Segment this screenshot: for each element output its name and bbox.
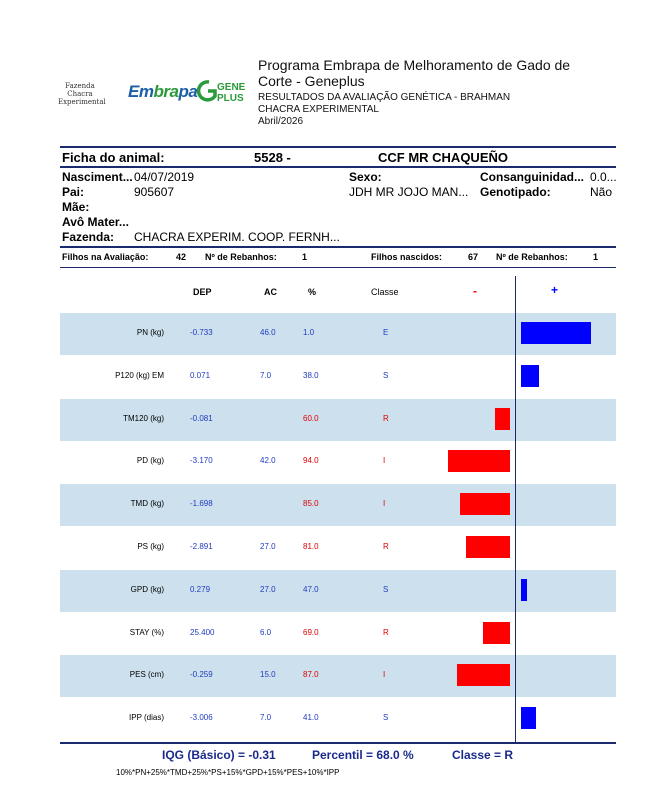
trait-row bbox=[60, 399, 616, 441]
rebanhos2-label: Nº de Rebanhos: bbox=[496, 252, 568, 262]
trait-row bbox=[60, 655, 616, 697]
filhos-nasc-label: Filhos nascidos: bbox=[371, 252, 443, 262]
trait-pct: 87.0 bbox=[303, 670, 319, 680]
trait-row bbox=[60, 527, 616, 569]
iqg-formula: 10%*PN+25%*TMD+25%*PS+15%*GPD+15%*PES+10%*IPP bbox=[116, 768, 340, 777]
trait-name: IPP (dias) bbox=[129, 713, 164, 723]
zero-line bbox=[515, 276, 516, 742]
filhos-aval-value: 42 bbox=[176, 252, 187, 262]
trait-classe: S bbox=[383, 713, 389, 723]
trait-row bbox=[60, 698, 616, 740]
negative-bar bbox=[460, 493, 510, 515]
trait-pct: 81.0 bbox=[303, 542, 319, 551]
report-subtitle: RESULTADOS DA AVALIAÇÃO GENÉTICA - BRAHMAN bbox=[258, 92, 511, 103]
trait-dep: -0.259 bbox=[190, 670, 213, 680]
trait-dep: -0.733 bbox=[190, 328, 213, 337]
gene-text: GENE bbox=[217, 82, 246, 93]
farm-subtitle: CHACRA EXPERIMENTAL bbox=[258, 104, 379, 115]
geneplus-logo bbox=[197, 78, 247, 106]
pai-name-value: JDH MR JOJO MAN... bbox=[349, 185, 469, 199]
rebanhos1-value: 1 bbox=[302, 252, 308, 262]
embrapa-logo: Embrapa bbox=[128, 82, 198, 101]
genotipado-value: Não bbox=[590, 185, 613, 199]
program-title: Programa Embrapa de Melhoramento de Gado de Corte - Geneplus bbox=[258, 57, 571, 89]
animal-id: 5528 - bbox=[254, 150, 291, 165]
trait-classe: R bbox=[383, 413, 389, 423]
trait-ac: 15.0 bbox=[260, 670, 276, 680]
trait-pct: 85.0 bbox=[303, 499, 319, 509]
nascimento-label: Nasciment... bbox=[62, 170, 133, 184]
col-dep: DEP bbox=[193, 287, 212, 297]
trait-dep: 0.071 bbox=[190, 370, 211, 380]
trait-pct: 41.0 bbox=[303, 713, 319, 723]
trait-ac: 42.0 bbox=[260, 456, 276, 466]
trait-classe: R bbox=[383, 627, 389, 637]
animal-name: CCF MR CHAQUEÑO bbox=[378, 150, 508, 165]
trait-row bbox=[60, 441, 616, 483]
negative-bar bbox=[483, 622, 510, 644]
col-minus: - bbox=[473, 284, 477, 298]
col-classe: Classe bbox=[371, 287, 399, 297]
trait-classe: E bbox=[383, 328, 389, 337]
trait-pct: 94.0 bbox=[303, 456, 319, 466]
trait-classe: I bbox=[383, 670, 386, 680]
consang-label: Consanguinidad... bbox=[480, 170, 584, 184]
trait-dep: -3.006 bbox=[190, 713, 213, 723]
trait-name: TMD (kg) bbox=[130, 499, 164, 509]
fazenda-logo-line: Experimental bbox=[58, 98, 106, 106]
positive-bar bbox=[521, 579, 527, 601]
trait-pct: 69.0 bbox=[303, 627, 319, 637]
trait-ac: 7.0 bbox=[260, 370, 272, 380]
trait-name: PES (cm) bbox=[129, 670, 164, 680]
rule bbox=[60, 146, 616, 148]
trait-classe: S bbox=[383, 584, 389, 594]
trait-dep: -3.170 bbox=[190, 456, 213, 466]
negative-bar bbox=[448, 450, 510, 472]
trait-name: P120 (kg) EM bbox=[115, 370, 164, 380]
trait-row bbox=[60, 484, 616, 526]
positive-bar bbox=[521, 365, 539, 387]
consang-value: 0.0... bbox=[590, 170, 617, 184]
trait-name: PS (kg) bbox=[137, 542, 164, 551]
plus-text: PLUS bbox=[217, 93, 244, 104]
trait-name: STAY (%) bbox=[129, 627, 164, 637]
trait-ac: 6.0 bbox=[260, 627, 272, 637]
geneplus-icon bbox=[197, 78, 247, 106]
trait-classe: I bbox=[383, 456, 386, 466]
trait-ac: 7.0 bbox=[260, 713, 272, 723]
trait-pct: 38.0 bbox=[303, 370, 319, 380]
fazenda-logo bbox=[58, 82, 106, 106]
rebanhos1-label: Nº de Rebanhos: bbox=[205, 252, 277, 262]
mae-label: Mãe: bbox=[62, 200, 90, 214]
positive-bar bbox=[521, 322, 591, 344]
trait-ac: 27.0 bbox=[260, 542, 276, 551]
rule bbox=[60, 742, 616, 744]
filhos-nasc-value: 67 bbox=[468, 252, 479, 262]
genotipado-label: Genotipado: bbox=[480, 185, 551, 199]
trait-row bbox=[60, 613, 616, 655]
rule bbox=[60, 267, 616, 268]
sexo-label: Sexo: bbox=[349, 170, 382, 184]
trait-dep: -2.891 bbox=[190, 542, 213, 551]
trait-row bbox=[60, 313, 616, 355]
ficha-label: Ficha do animal: bbox=[62, 150, 165, 165]
col-plus: + bbox=[551, 283, 559, 297]
fazenda-label: Fazenda: bbox=[62, 230, 115, 244]
trait-row bbox=[60, 570, 616, 612]
trait-pct: 47.0 bbox=[303, 584, 319, 594]
date-subtitle: Abril/2026 bbox=[258, 116, 304, 127]
classe-value: Classe = R bbox=[452, 748, 514, 762]
col-ac: AC bbox=[264, 287, 277, 297]
trait-name: TM120 (kg) bbox=[123, 413, 164, 423]
trait-pct: 1.0 bbox=[303, 328, 315, 337]
negative-bar bbox=[457, 664, 510, 686]
rebanhos2-value: 1 bbox=[593, 252, 599, 262]
trait-dep: -0.081 bbox=[190, 413, 213, 423]
trait-dep: 25.400 bbox=[190, 627, 215, 637]
trait-classe: I bbox=[383, 499, 386, 509]
negative-bar bbox=[466, 536, 510, 558]
fazenda-logo-line: Fazenda bbox=[65, 82, 95, 90]
pai-label: Pai: bbox=[62, 185, 85, 199]
rule bbox=[60, 166, 616, 168]
negative-bar bbox=[495, 408, 510, 430]
positive-bar bbox=[521, 707, 536, 729]
fazenda-logo-line: Chacra bbox=[67, 90, 93, 98]
percentil-value: Percentil = 68.0 % bbox=[312, 748, 414, 762]
trait-name: GPD (kg) bbox=[130, 584, 164, 594]
trait-classe: S bbox=[383, 370, 389, 380]
filhos-aval-label: Filhos na Avaliação: bbox=[62, 252, 149, 262]
trait-classe: R bbox=[383, 542, 389, 551]
avo-label: Avô Mater... bbox=[62, 215, 129, 229]
iqg-value: IQG (Básico) = -0.31 bbox=[162, 748, 276, 762]
pai-value: 905607 bbox=[134, 185, 175, 199]
nascimento-value: 04/07/2019 bbox=[134, 170, 195, 184]
trait-dep: -1.698 bbox=[190, 499, 213, 509]
col-pct: % bbox=[308, 287, 317, 297]
trait-ac: 27.0 bbox=[260, 584, 276, 594]
trait-name: PN (kg) bbox=[136, 328, 164, 337]
trait-name: PD (kg) bbox=[136, 456, 164, 466]
rule bbox=[60, 246, 616, 248]
fazenda-value: CHACRA EXPERIM. COOP. FERNH... bbox=[134, 230, 340, 244]
trait-dep: 0.279 bbox=[190, 584, 211, 594]
trait-pct: 60.0 bbox=[303, 413, 319, 423]
trait-ac: 46.0 bbox=[260, 328, 276, 337]
trait-row bbox=[60, 356, 616, 398]
